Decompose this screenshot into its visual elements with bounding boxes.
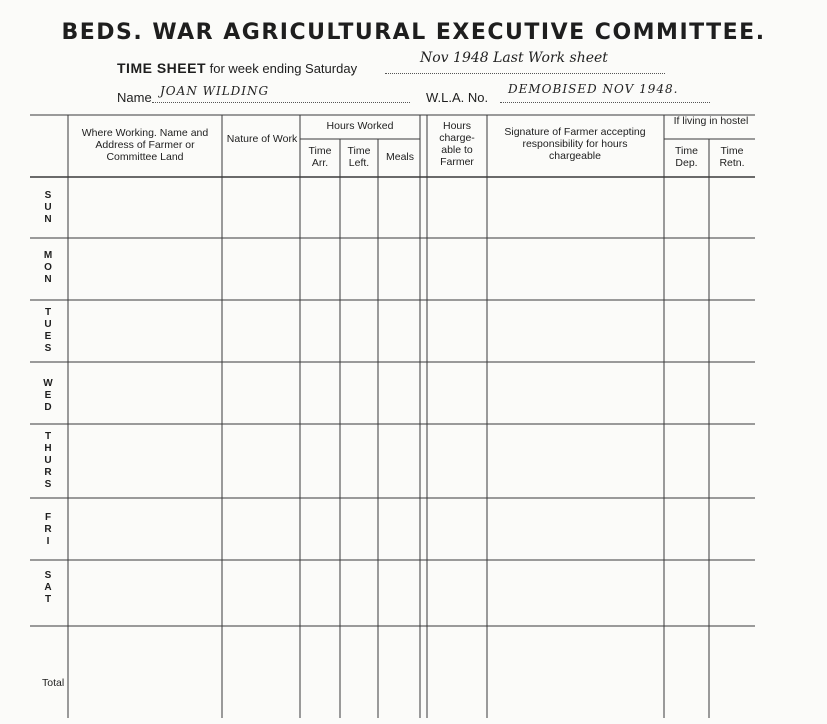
day-label-sun bbox=[36, 190, 60, 226]
form-title: BEDS. WAR AGRICULTURAL EXECUTIVE COMMITTEE. bbox=[61, 20, 766, 45]
name-value[interactable]: JOAN WILDING bbox=[160, 84, 270, 98]
time-sheet-label: TIME SHEET bbox=[117, 60, 207, 76]
day-letter: W bbox=[43, 378, 53, 389]
day-letter: N bbox=[44, 274, 52, 285]
col-time-dep: Time Dep. bbox=[675, 145, 698, 169]
day-letter: R bbox=[44, 467, 52, 478]
day-label-sat bbox=[36, 570, 60, 606]
day-letter: N bbox=[44, 214, 52, 225]
day-letter: S bbox=[44, 479, 52, 490]
col-time-arr: Time Arr. bbox=[308, 145, 332, 169]
col-time-retn: Time Retn. bbox=[719, 145, 745, 169]
day-letter: U bbox=[44, 319, 52, 330]
day-letter: T bbox=[44, 594, 52, 605]
day-letter: O bbox=[44, 262, 52, 273]
day-letter: S bbox=[44, 570, 52, 581]
col-where-working: Where Working. Name and Address of Farmer or Committee Land bbox=[81, 127, 209, 163]
week-ending-label: for week ending Saturday bbox=[209, 61, 358, 76]
day-letter: U bbox=[44, 455, 52, 466]
col-meals: Meals bbox=[385, 151, 414, 163]
col-hours-chargeable: Hours charge- able to Farmer bbox=[439, 120, 475, 168]
day-letter: A bbox=[44, 582, 52, 593]
day-letter: E bbox=[44, 331, 52, 342]
day-label-fri bbox=[36, 512, 60, 548]
wla-value[interactable]: DEMOBISED NOV 1948. bbox=[508, 82, 679, 96]
name-label: Name bbox=[117, 90, 152, 105]
day-letter: T bbox=[44, 431, 52, 442]
col-hostel: If living in hostel bbox=[673, 115, 749, 127]
day-letter: S bbox=[44, 343, 52, 354]
col-hours-worked: Hours Worked bbox=[326, 120, 394, 132]
day-letter: U bbox=[44, 202, 52, 213]
col-nature-of-work: Nature of Work bbox=[226, 133, 298, 145]
wla-label: W.L.A. No. bbox=[426, 90, 489, 105]
day-letter: T bbox=[44, 307, 52, 318]
day-letter: D bbox=[44, 402, 52, 413]
day-label-wed bbox=[36, 378, 60, 414]
col-time-left: Time Left. bbox=[347, 145, 371, 169]
day-letter: H bbox=[44, 443, 52, 454]
col-signature: Signature of Farmer accepting responsibility for hours chargeable bbox=[504, 126, 646, 162]
day-label-tues bbox=[36, 307, 60, 355]
day-letter: F bbox=[44, 512, 52, 523]
day-letter: I bbox=[46, 536, 50, 547]
day-letter: E bbox=[44, 390, 52, 401]
total-label: Total bbox=[42, 677, 65, 689]
day-label-mon bbox=[36, 250, 60, 286]
day-letter: R bbox=[44, 524, 52, 535]
week-ending-value[interactable]: Nov 1948 Last Work sheet bbox=[420, 50, 608, 66]
day-letter: M bbox=[43, 250, 53, 261]
day-letter: S bbox=[44, 190, 52, 201]
day-label-thurs bbox=[36, 431, 60, 491]
